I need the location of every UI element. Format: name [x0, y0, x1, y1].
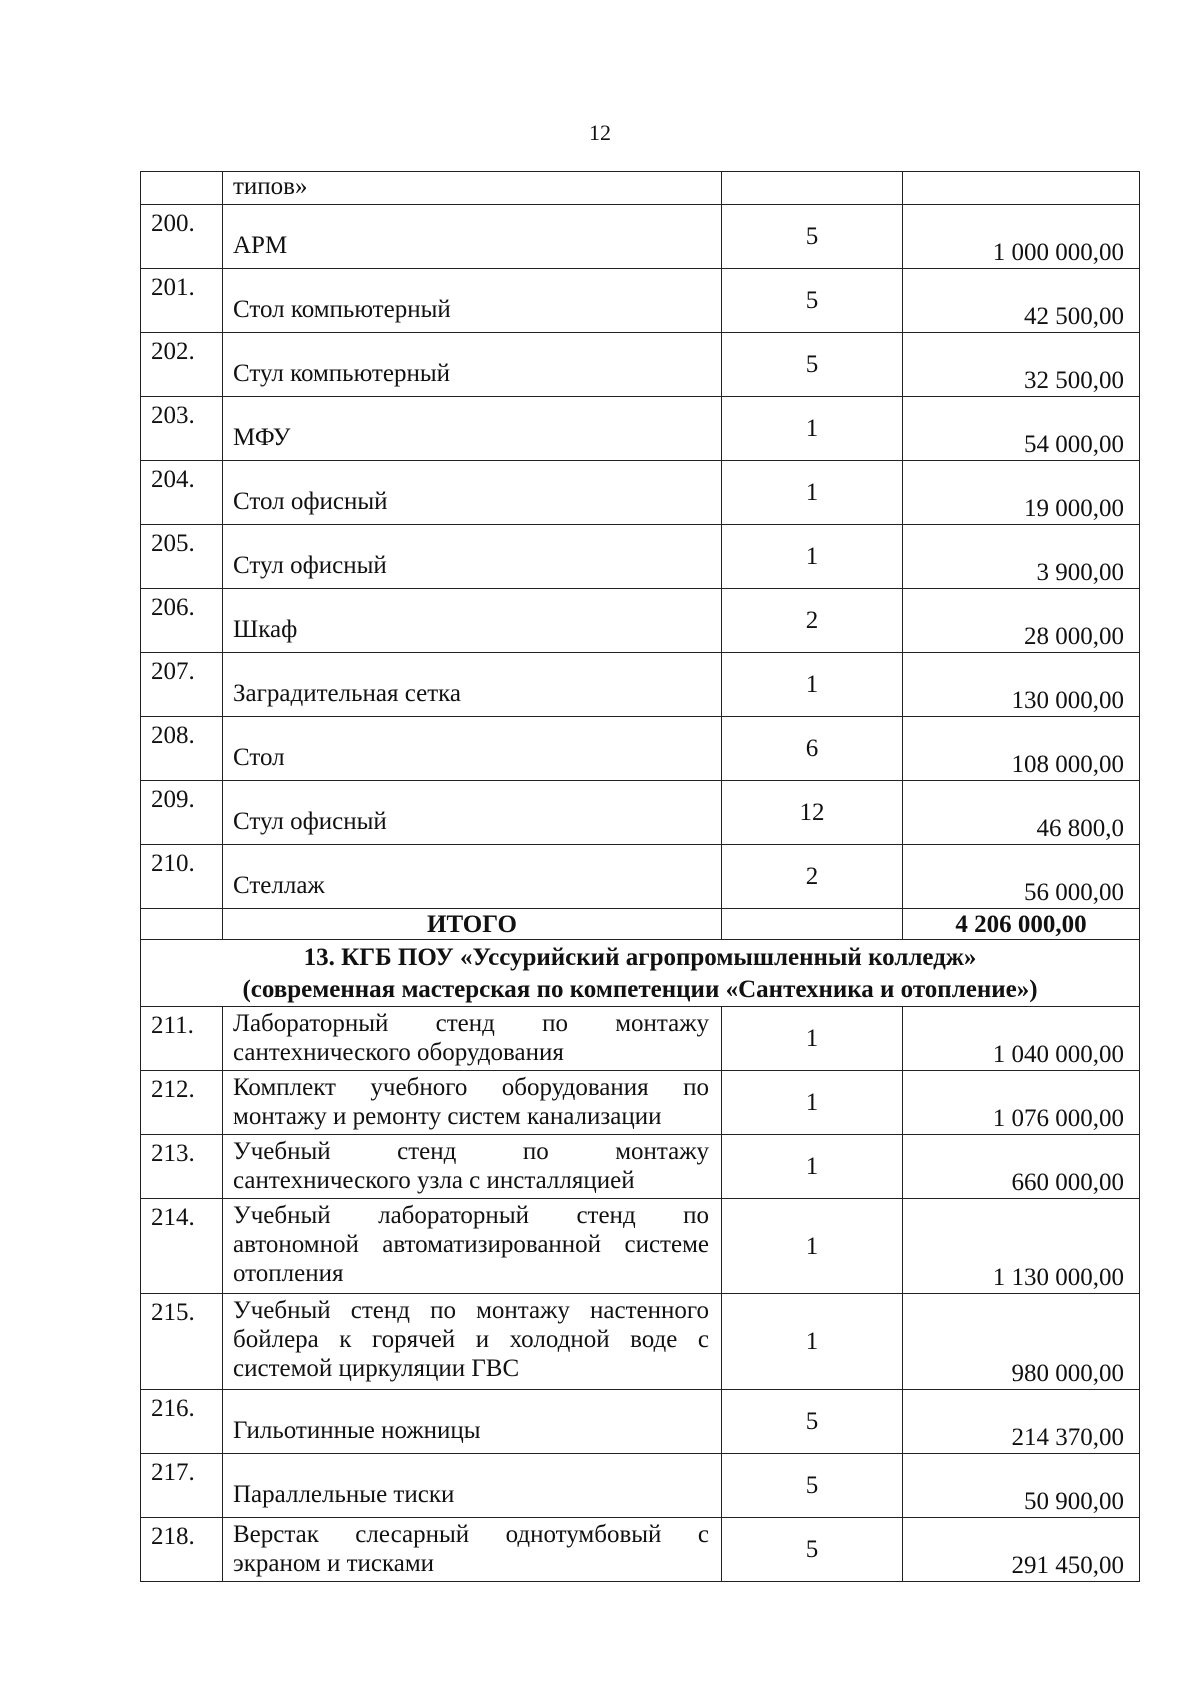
cell-num: 209. [141, 781, 223, 845]
cell-num: 218. [141, 1518, 223, 1582]
cell-num: 203. [141, 397, 223, 461]
cell-price: 980 000,00 [903, 1294, 1140, 1390]
cell-price [903, 172, 1140, 205]
cell-name: Учебный лабораторный стенд по автономной автоматизированной системе отопления [223, 1199, 722, 1294]
cell-qty: 1 [722, 397, 903, 461]
cell-qty: 1 [722, 1294, 903, 1390]
cell-price: 19 000,00 [903, 461, 1140, 525]
cell-num: 201. [141, 269, 223, 333]
table-row [141, 589, 1140, 653]
cell-qty: 5 [722, 1518, 903, 1582]
cell-qty [722, 172, 903, 205]
table-row [141, 1390, 1140, 1454]
table-row [141, 461, 1140, 525]
cell-num: 211. [141, 1007, 223, 1071]
cell-price: 660 000,00 [903, 1135, 1140, 1199]
cell-price: 1 040 000,00 [903, 1007, 1140, 1071]
cell-price: 54 000,00 [903, 397, 1140, 461]
table-row [141, 653, 1140, 717]
cell-qty: 1 [722, 1007, 903, 1071]
cell-name: АРМ [223, 205, 722, 269]
cell-qty: 12 [722, 781, 903, 845]
cell-name: Комплект учебного оборудования по монтажу и ремонту систем канализации [223, 1071, 722, 1135]
table-row [141, 717, 1140, 781]
cell-name: Стул офисный [223, 781, 722, 845]
cell-num: 204. [141, 461, 223, 525]
cell-num [141, 909, 223, 940]
table-row [141, 269, 1140, 333]
cell-name: Учебный стенд по монтажу настенного бойлера к горячей и холодной воде с системой циркуляции ГВС [223, 1294, 722, 1390]
cell-num: 214. [141, 1199, 223, 1294]
section-row [141, 940, 1140, 1007]
cell-name: типов» [223, 172, 722, 205]
cell-num: 208. [141, 717, 223, 781]
cell-num: 215. [141, 1294, 223, 1390]
table-row [141, 1135, 1140, 1199]
table-row [141, 333, 1140, 397]
cell-name: Стол [223, 717, 722, 781]
cell-price: 56 000,00 [903, 845, 1140, 909]
cell-name: Шкаф [223, 589, 722, 653]
cell-qty: 1 [722, 1135, 903, 1199]
cell-qty: 1 [722, 653, 903, 717]
cell-qty: 1 [722, 461, 903, 525]
table-row [141, 1454, 1140, 1518]
cell-num [141, 172, 223, 205]
cell-name: Стул офисный [223, 525, 722, 589]
cell-qty: 1 [722, 1199, 903, 1294]
cell-price: 3 900,00 [903, 525, 1140, 589]
cell-num: 216. [141, 1390, 223, 1454]
cell-name: Параллельные тиски [223, 1454, 722, 1518]
cell-price: 42 500,00 [903, 269, 1140, 333]
itogo-total: 4 206 000,00 [903, 909, 1140, 940]
cell-price: 108 000,00 [903, 717, 1140, 781]
cell-qty: 5 [722, 1454, 903, 1518]
cell-price: 130 000,00 [903, 653, 1140, 717]
cell-price: 50 900,00 [903, 1454, 1140, 1518]
cell-num: 205. [141, 525, 223, 589]
cell-num: 206. [141, 589, 223, 653]
cell-name: Верстак слесарный однотумбовый с экраном и тисками [223, 1518, 722, 1582]
cell-num: 202. [141, 333, 223, 397]
table-row [141, 781, 1140, 845]
cell-name: МФУ [223, 397, 722, 461]
table-row [141, 1294, 1140, 1390]
cell-qty: 5 [722, 205, 903, 269]
table-row [141, 1071, 1140, 1135]
table-row [141, 397, 1140, 461]
cell-price: 1 000 000,00 [903, 205, 1140, 269]
page-number: 12 [589, 120, 611, 145]
table-row [141, 1518, 1140, 1582]
cell-name: Учебный стенд по монтажу сантехнического узла с инсталляцией [223, 1135, 722, 1199]
cell-num: 213. [141, 1135, 223, 1199]
cell-name: Заградительная сетка [223, 653, 722, 717]
section-subtitle: (современная мастерская по компетенции «Сантехника и отопление») [242, 976, 1038, 1003]
section-title: 13. КГБ ПОУ «Уссурийский агропромышленный колледж» [303, 944, 977, 971]
cell-name: Стол офисный [223, 461, 722, 525]
cell-num: 200. [141, 205, 223, 269]
cell-qty: 1 [722, 525, 903, 589]
table-row [141, 525, 1140, 589]
cell-num: 207. [141, 653, 223, 717]
cell-num: 217. [141, 1454, 223, 1518]
cell-qty: 1 [722, 1071, 903, 1135]
cell-qty: 5 [722, 333, 903, 397]
cell-name: Стеллаж [223, 845, 722, 909]
cell-qty: 2 [722, 589, 903, 653]
cell-qty: 6 [722, 717, 903, 781]
table-row [141, 1199, 1140, 1294]
equipment-table [140, 171, 1140, 1582]
cell-qty: 5 [722, 1390, 903, 1454]
cell-name: Стул компьютерный [223, 333, 722, 397]
table-row [141, 172, 1140, 205]
cell-price: 1 130 000,00 [903, 1199, 1140, 1294]
cell-qty: 2 [722, 845, 903, 909]
cell-qty [722, 909, 903, 940]
cell-name: Стол компьютерный [223, 269, 722, 333]
cell-price: 291 450,00 [903, 1518, 1140, 1582]
cell-price: 214 370,00 [903, 1390, 1140, 1454]
cell-price: 46 800,0 [903, 781, 1140, 845]
table-row [141, 845, 1140, 909]
table-row [141, 1007, 1140, 1071]
section-heading [141, 940, 1140, 1007]
itogo-label: ИТОГО [223, 909, 722, 940]
total-row [141, 909, 1140, 940]
cell-price: 32 500,00 [903, 333, 1140, 397]
cell-num: 212. [141, 1071, 223, 1135]
cell-num: 210. [141, 845, 223, 909]
cell-qty: 5 [722, 269, 903, 333]
table-row [141, 205, 1140, 269]
cell-name: Лабораторный стенд по монтажу сантехнического оборудования [223, 1007, 722, 1071]
cell-name: Гильотинные ножницы [223, 1390, 722, 1454]
cell-price: 28 000,00 [903, 589, 1140, 653]
cell-price: 1 076 000,00 [903, 1071, 1140, 1135]
